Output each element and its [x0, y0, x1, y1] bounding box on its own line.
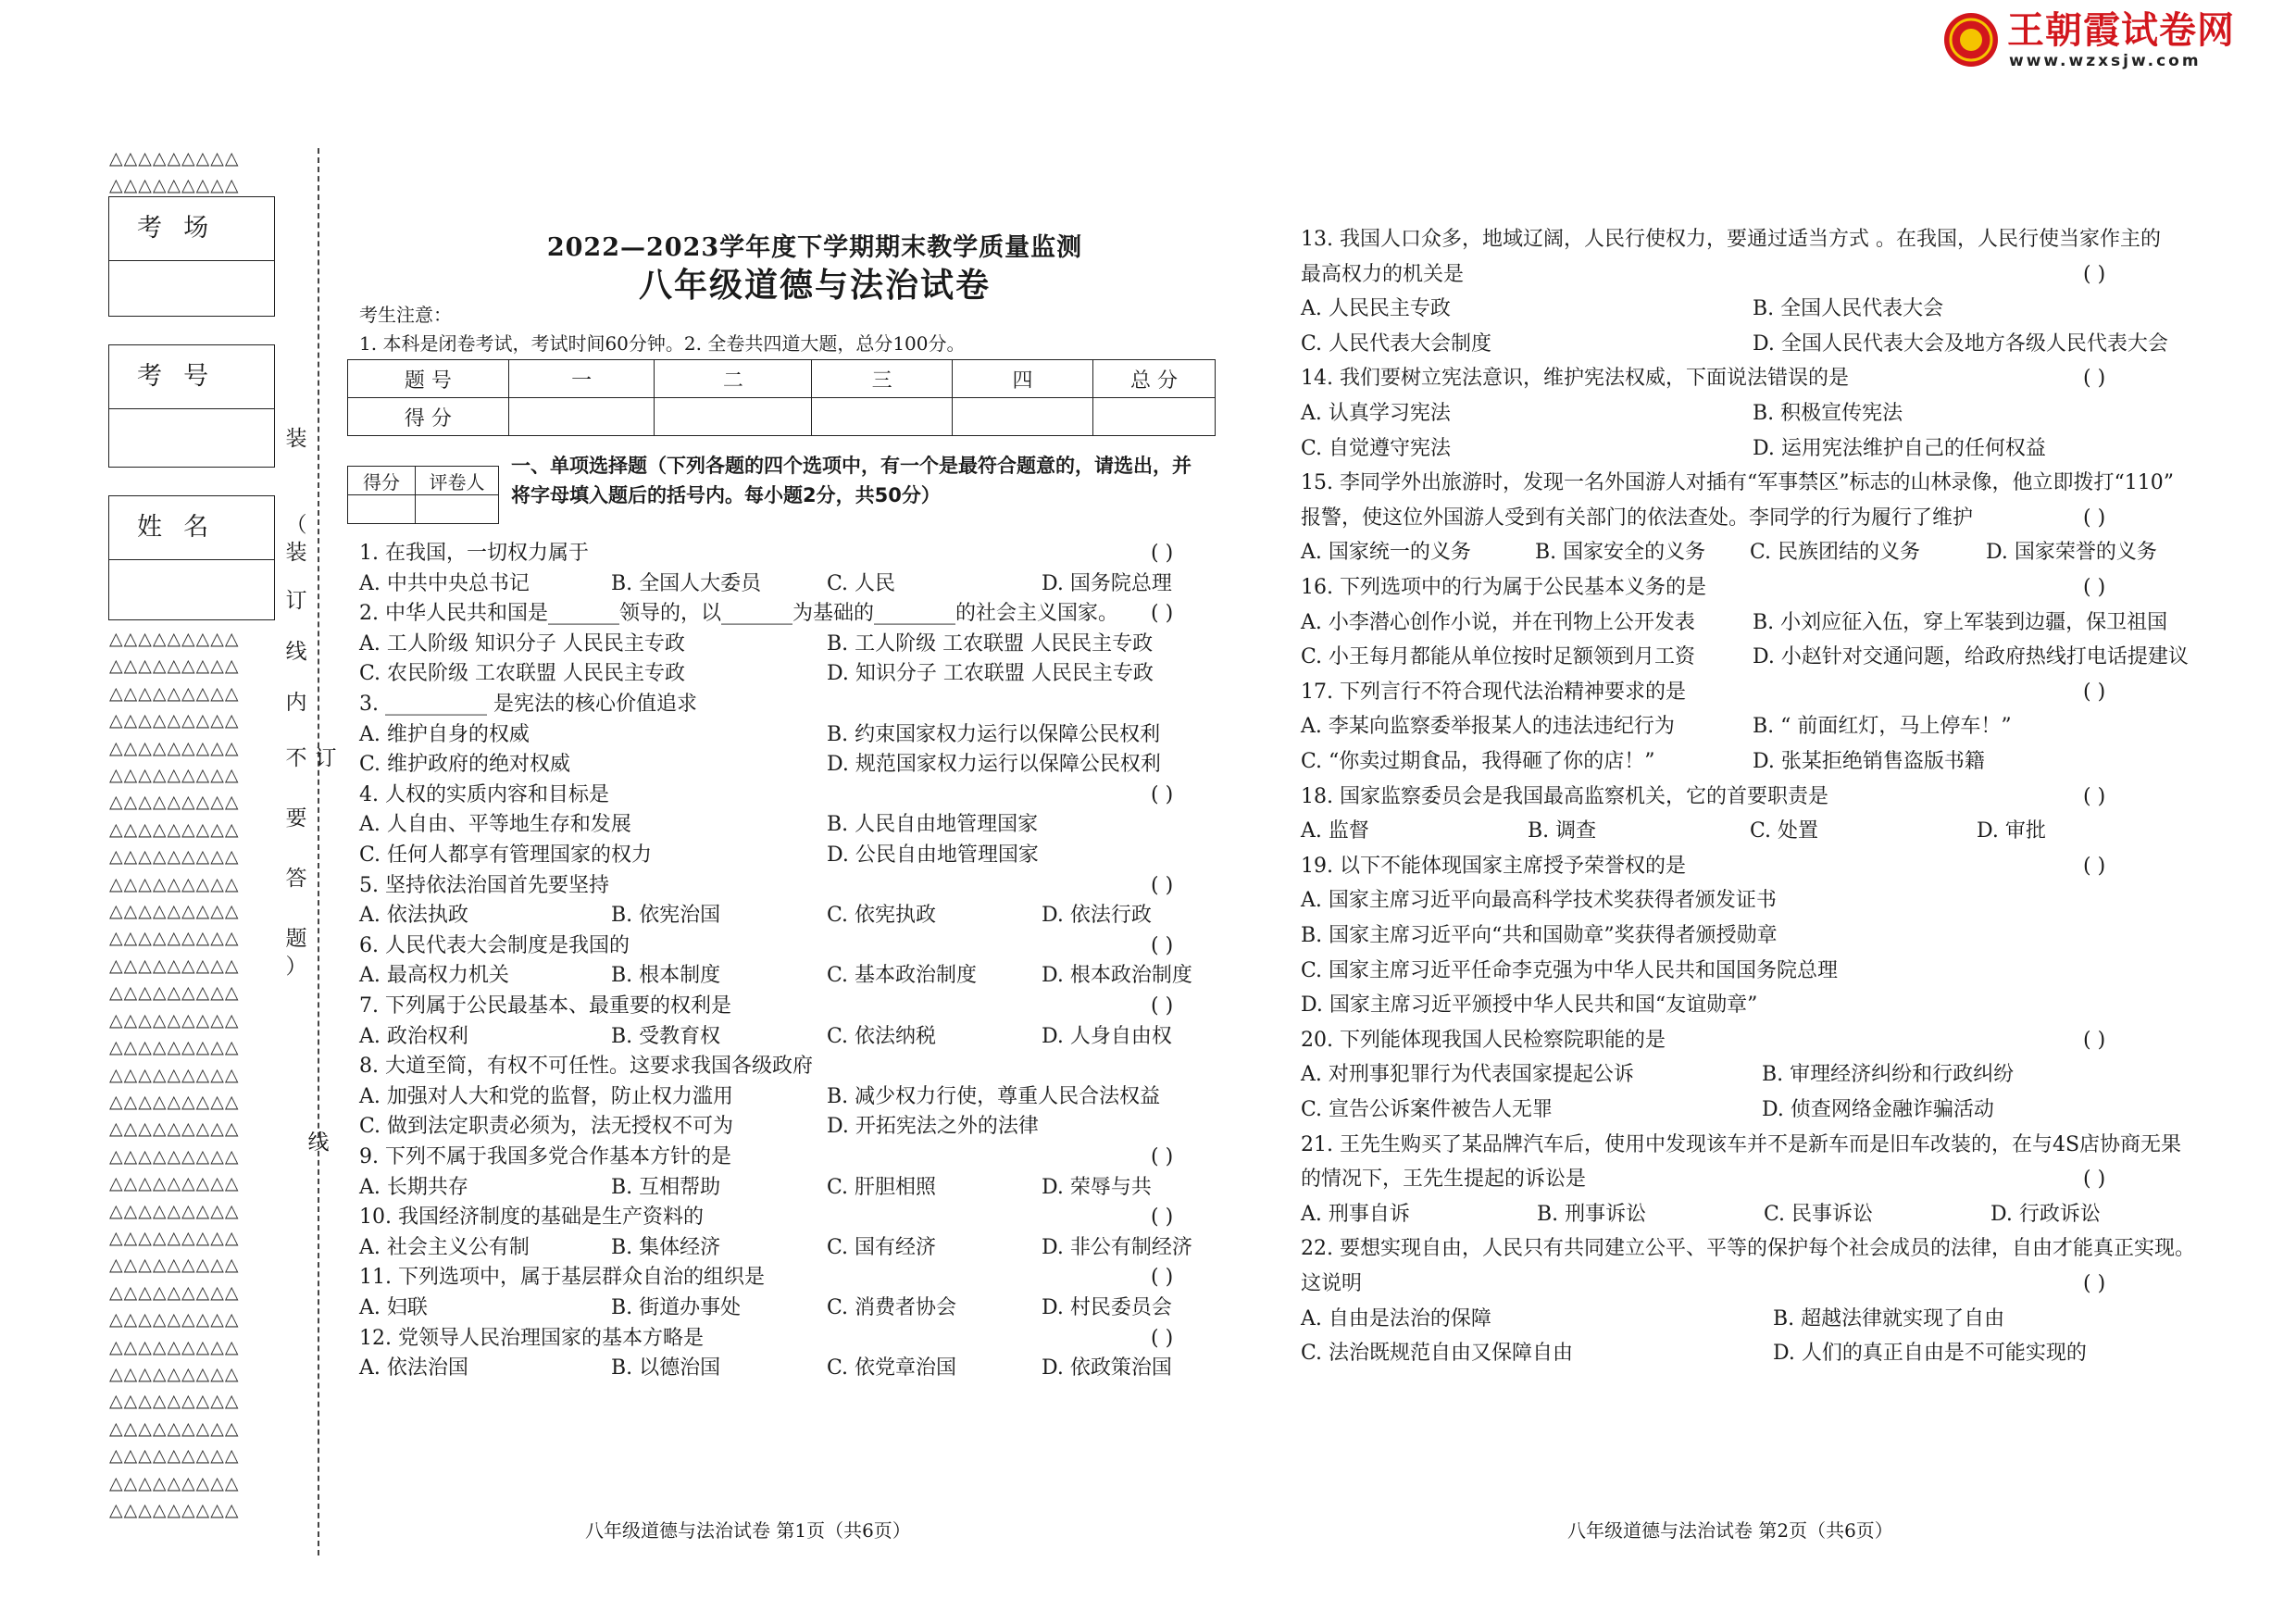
- score-cell[interactable]: [1092, 398, 1215, 436]
- exam-room-box: [108, 196, 275, 317]
- question-text: 最高权力的机关是: [1301, 262, 1465, 286]
- answer-option[interactable]: B. 约束国家权力运行以保障公民权利: [827, 722, 1161, 746]
- answer-option[interactable]: B. 国家主席习近平向“共和国勋章”奖获得者颁授勋章: [1301, 924, 1778, 947]
- answer-option[interactable]: D. 国家荣誉的义务: [1986, 541, 2157, 565]
- answer-option[interactable]: B. 街道办事处: [611, 1296, 742, 1319]
- answer-option[interactable]: B. 刑事诉讼: [1537, 1202, 1647, 1226]
- triangle-row: △△△△△△△△△: [109, 1173, 240, 1194]
- triangle-row: △△△△△△△△△: [109, 765, 240, 786]
- answer-parenthesis[interactable]: ( ): [1151, 933, 1174, 957]
- score-row-label: 得 分: [348, 398, 509, 436]
- exam-number-label: 考 号: [109, 345, 274, 409]
- triangle-row: △△△△△△△△△: [109, 1118, 240, 1140]
- answer-option[interactable]: C. 农民阶级 工农联盟 人民民主专政: [359, 662, 686, 686]
- score-header-cell: 四: [953, 360, 1093, 398]
- answer-option[interactable]: C. 法治既规范自由又保障自由: [1301, 1342, 1574, 1366]
- triangle-row: △△△△△△△△△: [109, 792, 240, 813]
- grader-score-cell[interactable]: [348, 495, 416, 524]
- grader-table: [347, 466, 499, 524]
- answer-option[interactable]: D. 运用宪法维护自己的任何权益: [1753, 436, 2046, 460]
- answer-option[interactable]: A. 维护自身的权威: [359, 722, 530, 746]
- question-text: 这说明: [1301, 1272, 1363, 1295]
- answer-option[interactable]: C. 做到法定职责必须为，法无授权不可为: [359, 1115, 734, 1139]
- answer-option[interactable]: A. 国家主席习近平向最高科学技术奖获得者颁发证书: [1301, 889, 1777, 913]
- answer-option[interactable]: D. 根本政治制度: [1042, 964, 1192, 988]
- question-stem: 9. 下列不属于我国多党合作基本方针的是: [359, 1145, 731, 1168]
- triangle-row: △△△△△△△△△: [109, 1281, 240, 1303]
- triangle-row: △△△△△△△△△: [109, 148, 240, 169]
- answer-option[interactable]: D. 行政诉讼: [1990, 1202, 2101, 1226]
- answer-option[interactable]: D. 荣辱与共: [1042, 1175, 1152, 1199]
- answer-option[interactable]: D. 国家主席习近平颁授中华人民共和国“友谊勋章”: [1301, 993, 1758, 1018]
- binding-char: （: [285, 513, 307, 537]
- answer-option[interactable]: D. 公民自由地管理国家: [827, 843, 1039, 867]
- answer-option[interactable]: B. 受教育权: [611, 1024, 721, 1048]
- answer-option[interactable]: B. 依宪治国: [611, 904, 721, 928]
- answer-option[interactable]: B. 工人阶级 工农联盟 人民民主专政: [827, 631, 1154, 656]
- answer-option[interactable]: D. 国务院总理: [1042, 571, 1172, 595]
- notice-label: 考生注意：: [359, 304, 452, 326]
- answer-option[interactable]: D. 规范国家权力运行以保障公民权利: [827, 753, 1161, 777]
- triangle-row: △△△△△△△△△: [109, 682, 240, 704]
- answer-option[interactable]: A. 对刑事犯罪行为代表国家提起公诉: [1301, 1063, 1634, 1087]
- brand-logo: [1942, 9, 2257, 70]
- question-stem: 6. 人民代表大会制度是我国的: [359, 933, 630, 957]
- answer-option[interactable]: A. 认真学习宪法: [1301, 402, 1451, 425]
- answer-option[interactable]: A. 依法执政: [359, 904, 468, 928]
- answer-option[interactable]: C. 国家主席习近平任命李克强为中华人民共和国国务院总理: [1301, 958, 1839, 982]
- answer-option[interactable]: D. 张某拒绝销售盗版书籍: [1753, 750, 1985, 773]
- answer-option[interactable]: D. 依法行政: [1042, 904, 1152, 928]
- answer-parenthesis[interactable]: ( ): [1151, 782, 1174, 806]
- page2-footer: 八年级道德与法治试卷 第2页（共6页）: [1567, 1519, 1893, 1542]
- question-stem: 3. __________ 是宪法的核心价值追求: [359, 693, 697, 716]
- score-header-cell: 题 号: [348, 360, 509, 398]
- answer-option[interactable]: C. 肝胆相照: [827, 1175, 937, 1199]
- answer-option[interactable]: A. 李某向监察委举报某人的违法违纪行为: [1301, 715, 1675, 739]
- score-header-cell: 二: [655, 360, 812, 398]
- triangle-row: △△△△△△△△△: [109, 1445, 240, 1467]
- triangle-row: △△△△△△△△△: [109, 1336, 240, 1357]
- answer-parenthesis[interactable]: ( ): [2083, 506, 2106, 530]
- answer-option[interactable]: A. 自由是法治的保障: [1301, 1306, 1491, 1330]
- answer-option[interactable]: C. 民族团结的义务: [1750, 541, 1921, 565]
- answer-option[interactable]: C. 消费者协会: [827, 1296, 957, 1319]
- triangle-row: △△△△△△△△△: [109, 928, 240, 949]
- question-text: 的情况下，王先生提起的诉讼是: [1301, 1168, 1587, 1192]
- logo-url[interactable]: www.wzxsjw.com: [2009, 52, 2202, 70]
- answer-option[interactable]: C. 处置: [1750, 819, 1819, 843]
- answer-option[interactable]: A. 最高权力机关: [359, 964, 509, 988]
- binding-char: 订: [285, 589, 307, 613]
- question-stem: 10. 我国经济制度的基础是生产资料的: [359, 1206, 704, 1230]
- binding-char: 订: [315, 746, 337, 770]
- answer-parenthesis[interactable]: ( ): [2083, 1272, 2106, 1295]
- answer-option[interactable]: A. 社会主义公有制: [359, 1235, 530, 1259]
- question-stem: 12. 党领导人民治理国家的基本方略是: [359, 1326, 704, 1350]
- answer-option[interactable]: A. 刑事自诉: [1301, 1202, 1410, 1226]
- triangle-row: △△△△△△△△△: [109, 737, 240, 758]
- section1-instruction: 将字母填入题后的括号内。每小题2分，共50分）: [511, 484, 941, 506]
- answer-parenthesis[interactable]: ( ): [2083, 576, 2106, 599]
- answer-option[interactable]: C. 任何人都享有管理国家的权力: [359, 843, 653, 867]
- triangle-row: △△△△△△△△△: [109, 175, 240, 196]
- answer-option[interactable]: C. 宣告公诉案件被告人无罪: [1301, 1098, 1554, 1121]
- triangle-row: △△△△△△△△△: [109, 1009, 240, 1031]
- answer-option[interactable]: C. 依法纳税: [827, 1024, 937, 1048]
- binding-char: 答: [285, 867, 307, 891]
- triangle-row: △△△△△△△△△: [109, 1200, 240, 1221]
- answer-option[interactable]: B. 互相帮助: [611, 1175, 721, 1199]
- notice-text: 1. 本科是闭卷考试，考试时间60分钟。2. 全卷共四道大题，总分100分。: [359, 332, 966, 355]
- answer-option[interactable]: D. 知识分子 工农联盟 人民民主专政: [827, 662, 1154, 686]
- answer-option[interactable]: A. 中共中央总书记: [359, 571, 530, 595]
- binding-char: 装: [285, 427, 307, 451]
- answer-parenthesis[interactable]: ( ): [1151, 1326, 1174, 1350]
- triangle-row: △△△△△△△△△: [109, 1145, 240, 1167]
- answer-option[interactable]: B. 全国人民代表大会: [1753, 297, 1944, 321]
- question-text: 19. 以下不能体现国家主席授予荣誉权的是: [1301, 854, 1686, 878]
- binding-char: 装: [285, 541, 307, 565]
- answer-option[interactable]: D. 依政策治国: [1042, 1356, 1172, 1380]
- answer-option[interactable]: B. 以德治国: [611, 1356, 721, 1380]
- exam-title: 八年级道德与法治试卷: [638, 267, 991, 305]
- triangle-row: △△△△△△△△△: [109, 1255, 240, 1276]
- question-text: 报警，使这位外国游人受到有关部门的依法查处。李同学的行为履行了维护: [1301, 506, 1974, 530]
- exam-room-label: 考 场: [109, 197, 274, 261]
- question-text: 15. 李同学外出旅游时，发现一名外国游人对插有“军事禁区”标志的山林录像，他立即拨打“110”: [1301, 471, 2174, 495]
- answer-parenthesis[interactable]: ( ): [2083, 854, 2106, 878]
- answer-option[interactable]: C. 维护政府的绝对权威: [359, 753, 571, 777]
- answer-parenthesis[interactable]: ( ): [2083, 680, 2106, 704]
- binding-char: 要: [285, 806, 307, 831]
- triangle-row: △△△△△△△△△: [109, 901, 240, 922]
- answer-option[interactable]: A. 妇联: [359, 1296, 428, 1319]
- page1-footer: 八年级道德与法治试卷 第1页（共6页）: [585, 1519, 911, 1542]
- answer-option[interactable]: A. 人民民主专政: [1301, 297, 1451, 321]
- triangle-row: △△△△△△△△△: [109, 846, 240, 868]
- answer-option[interactable]: D. 侦查网络金融诈骗活动: [1762, 1098, 1994, 1121]
- answer-parenthesis[interactable]: ( ): [1151, 542, 1174, 565]
- binding-char: 不: [285, 746, 307, 770]
- answer-option[interactable]: A. 国家统一的义务: [1301, 541, 1471, 565]
- name-box: [108, 495, 275, 620]
- triangle-row: △△△△△△△△△: [109, 818, 240, 840]
- answer-option[interactable]: C. 依党章治国: [827, 1356, 957, 1380]
- answer-option[interactable]: A. 监督: [1301, 819, 1369, 843]
- answer-option[interactable]: A. 长期共存: [359, 1175, 468, 1199]
- binding-char: 线: [307, 1131, 330, 1155]
- question-stem: 2. 中华人民共和国是_______领导的，以_______为基础的________的社会主义国家。: [359, 602, 1118, 626]
- answer-option[interactable]: A. 政治权利: [359, 1024, 468, 1048]
- answer-option[interactable]: D. 全国人民代表大会及地方各级人民代表大会: [1753, 331, 2168, 356]
- triangle-row: △△△△△△△△△: [109, 982, 240, 1004]
- answer-parenthesis[interactable]: ( ): [2083, 1168, 2106, 1192]
- triangle-row: △△△△△△△△△: [109, 1037, 240, 1058]
- triangle-row: △△△△△△△△△: [109, 1363, 240, 1384]
- name-label: 姓 名: [109, 496, 274, 560]
- answer-option[interactable]: B. 审理经济纠纷和行政纠纷: [1762, 1063, 2015, 1087]
- grader-name-cell[interactable]: [416, 495, 499, 524]
- logo-name: 王朝霞试卷网: [2007, 9, 2235, 52]
- binding-char: 题: [285, 927, 307, 951]
- triangle-row: △△△△△△△△△: [109, 710, 240, 731]
- triangle-row: △△△△△△△△△: [109, 1309, 240, 1330]
- score-cell[interactable]: [655, 398, 812, 436]
- score-table: [347, 359, 1216, 436]
- triangle-row: △△△△△△△△△: [109, 1418, 240, 1439]
- answer-option[interactable]: C. 依宪执政: [827, 904, 937, 928]
- answer-parenthesis[interactable]: ( ): [1151, 873, 1174, 897]
- triangle-row: △△△△△△△△△: [109, 1064, 240, 1085]
- question-stem: 4. 人权的实质内容和目标是: [359, 782, 609, 806]
- answer-parenthesis[interactable]: ( ): [2083, 367, 2106, 391]
- binding-dashed-line: [318, 148, 319, 1555]
- score-header-cell: 一: [508, 360, 655, 398]
- question-stem: 8. 大道至简，有权不可任性。这要求我国各级政府: [359, 1055, 813, 1079]
- answer-option[interactable]: B. 根本制度: [611, 964, 721, 988]
- answer-option[interactable]: B. 积极宣传宪法: [1753, 402, 1903, 425]
- triangle-border-top: [109, 145, 240, 200]
- triangle-row: △△△△△△△△△: [109, 1227, 240, 1248]
- question-text: 13. 我国人口众多，地域辽阔，人民行使权力，要通过适当方式 。在我国，人民行使当家作主的: [1301, 228, 2161, 251]
- answer-option[interactable]: C. “你卖过期食品，我得砸了你的店！”: [1301, 750, 1655, 773]
- answer-option[interactable]: A. 加强对人大和党的监督，防止权力滥用: [359, 1084, 733, 1108]
- answer-parenthesis[interactable]: ( ): [2083, 784, 2106, 808]
- answer-option[interactable]: D. 人们的真正自由是不可能实现的: [1773, 1342, 2087, 1366]
- answer-option[interactable]: B. “ 前面红灯，马上停车！”: [1753, 715, 2012, 739]
- question-text: 20. 下列能体现我国人民检察院职能的是: [1301, 1028, 1666, 1052]
- answer-option[interactable]: C. 国有经济: [827, 1235, 937, 1259]
- exam-subtitle: 2022—2023学年度下学期期末教学质量监测: [546, 233, 1083, 262]
- answer-option[interactable]: B. 国家安全的义务: [1535, 541, 1706, 565]
- score-header-cell: 三: [812, 360, 953, 398]
- answer-option[interactable]: A. 依法治国: [359, 1356, 468, 1380]
- answer-option[interactable]: B. 小刘应征入伍，穿上军装到边疆，保卫祖国: [1753, 610, 2168, 634]
- answer-option[interactable]: B. 全国人大委员: [611, 571, 762, 595]
- triangle-row: △△△△△△△△△: [109, 873, 240, 894]
- score-cell[interactable]: [508, 398, 655, 436]
- question-text: 21. 王先生购买了某品牌汽车后，使用中发现该车并不是新车而是旧车改装的，在与4S店协商无果: [1301, 1132, 2182, 1156]
- triangle-row: △△△△△△△△△: [109, 1472, 240, 1493]
- answer-option[interactable]: C. 小王每月都能从单位按时足额领到月工资: [1301, 645, 1696, 669]
- question-text: 17. 下列言行不符合现代法治精神要求的是: [1301, 680, 1686, 704]
- grader-score-label: 得分: [348, 467, 416, 495]
- binding-char: ）: [285, 955, 307, 979]
- answer-option[interactable]: C. 基本政治制度: [827, 964, 978, 988]
- exam-number-box: [108, 344, 275, 468]
- triangle-row: △△△△△△△△△: [109, 1091, 240, 1112]
- question-stem: 7. 下列属于公民最基本、最重要的权利是: [359, 994, 731, 1018]
- binding-char: 线: [285, 640, 307, 664]
- triangle-row: △△△△△△△△△: [109, 656, 240, 677]
- answer-option[interactable]: C. 民事诉讼: [1764, 1202, 1874, 1226]
- score-cell[interactable]: [812, 398, 953, 436]
- answer-option[interactable]: D. 人身自由权: [1042, 1024, 1172, 1048]
- question-stem: 5. 坚持依法治国首先要坚持: [359, 873, 609, 897]
- score-cell[interactable]: [953, 398, 1093, 436]
- triangle-row: △△△△△△△△△: [109, 629, 240, 649]
- answer-parenthesis[interactable]: ( ): [1151, 602, 1174, 626]
- answer-option[interactable]: A. 人自由、平等地生存和发展: [359, 813, 631, 837]
- answer-option[interactable]: C. 人民代表大会制度: [1301, 331, 1492, 356]
- triangle-border-bottom: [109, 626, 240, 1524]
- answer-option[interactable]: A. 工人阶级 知识分子 人民民主专政: [359, 631, 685, 656]
- triangle-row: △△△△△△△△△: [109, 955, 240, 976]
- answer-option[interactable]: D. 村民委员会: [1042, 1296, 1172, 1319]
- answer-option[interactable]: B. 减少权力行使，尊重人民合法权益: [827, 1084, 1161, 1108]
- question-text: 22. 要想实现自由，人民只有共同建立公平、平等的保护每个社会成员的法律，自由才能真正实现。: [1301, 1237, 2195, 1261]
- question-text: 18. 国家监察委员会是我国最高监察机关，它的首要职责是: [1301, 784, 1828, 808]
- score-header-cell: 总 分: [1092, 360, 1215, 398]
- answer-option[interactable]: B. 人民自由地管理国家: [827, 813, 1039, 837]
- answer-parenthesis[interactable]: ( ): [1151, 1206, 1174, 1230]
- answer-option[interactable]: D. 开拓宪法之外的法律: [827, 1115, 1039, 1139]
- binding-char: 内: [285, 691, 307, 715]
- answer-parenthesis[interactable]: ( ): [1151, 1145, 1174, 1168]
- question-text: 16. 下列选项中的行为属于公民基本义务的是: [1301, 576, 1706, 599]
- grader-name-label: 评卷人: [416, 467, 499, 495]
- answer-option[interactable]: D. 审批: [1977, 819, 2046, 843]
- answer-parenthesis[interactable]: ( ): [1151, 994, 1174, 1018]
- answer-parenthesis[interactable]: ( ): [1151, 1266, 1174, 1290]
- triangle-row: △△△△△△△△△: [109, 1500, 240, 1520]
- section1-instruction: 一、单项选择题（下列各题的四个选项中，有一个是最符合题意的，请选出，并: [511, 455, 1192, 477]
- seal-icon: [1942, 11, 2000, 69]
- answer-option[interactable]: B. 调查: [1528, 819, 1597, 843]
- answer-option[interactable]: C. 人民: [827, 571, 896, 595]
- answer-parenthesis[interactable]: ( ): [2083, 1028, 2106, 1052]
- answer-option[interactable]: B. 集体经济: [611, 1235, 721, 1259]
- answer-option[interactable]: B. 超越法律就实现了自由: [1773, 1306, 2005, 1330]
- question-stem: 1. 在我国，一切权力属于: [359, 542, 589, 565]
- answer-parenthesis[interactable]: ( ): [2083, 262, 2106, 286]
- answer-option[interactable]: A. 小李潜心创作小说，并在刊物上公开发表: [1301, 610, 1695, 634]
- answer-option[interactable]: D. 非公有制经济: [1042, 1235, 1192, 1259]
- question-text: 14. 我们要树立宪法意识，维护宪法权威，下面说法错误的是: [1301, 367, 1849, 391]
- triangle-row: △△△△△△△△△: [109, 1391, 240, 1412]
- answer-option[interactable]: C. 自觉遵守宪法: [1301, 436, 1452, 460]
- answer-option[interactable]: D. 小赵针对交通问题，给政府热线打电话提建议: [1753, 645, 2189, 669]
- question-stem: 11. 下列选项中，属于基层群众自治的组织是: [359, 1266, 765, 1290]
